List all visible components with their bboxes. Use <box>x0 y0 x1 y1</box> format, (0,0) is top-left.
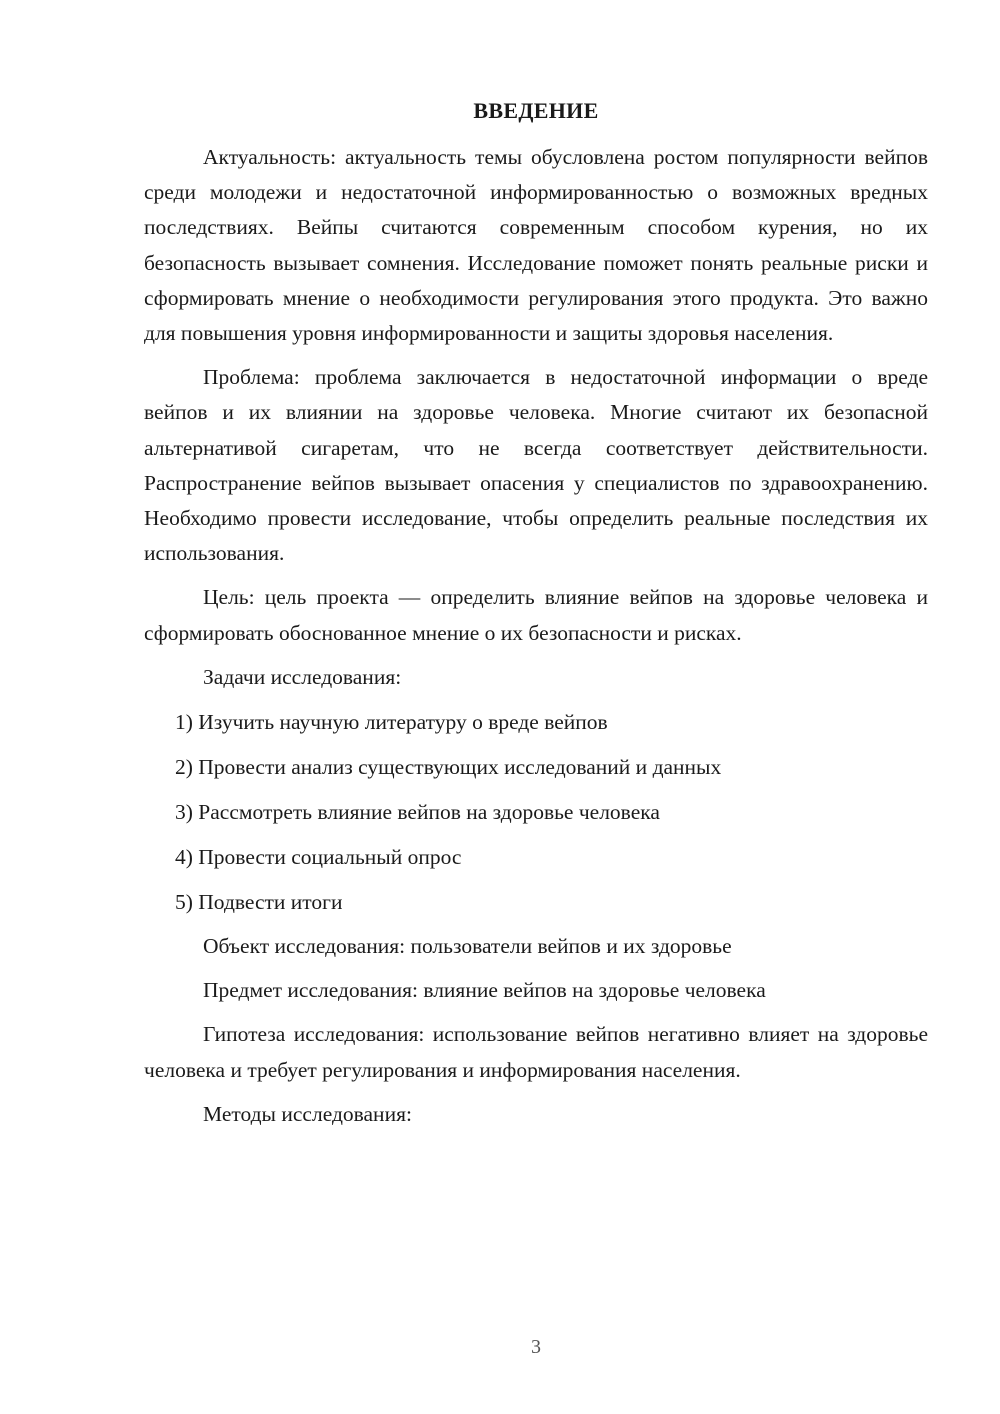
methods-heading: Методы исследования: <box>203 1101 412 1126</box>
problem-paragraph: Проблема: проблема заключается в недостаточной информации о вреде вейпов и их влиянии на здоровье человека. Многие считают их безопасной альтернативой сигаретам, что не всегда соответствует действительности. Распространение вейпов вызывает опасения у специалистов по здравоохранению. Необходимо провести исследование, чтобы определить реальные последствия их использования. <box>144 365 928 566</box>
subject-paragraph: Предмет исследования: влияние вейпов на здоровье человека <box>203 978 766 1003</box>
task-item: 5) Подвести итоги <box>175 889 343 914</box>
document-body <box>144 140 928 1132</box>
tasks-heading: Задачи исследования: <box>203 664 402 689</box>
object-paragraph: Объект исследования: пользователи вейпов и их здоровье <box>203 934 732 959</box>
hypothesis-paragraph: Гипотеза исследования: использование вейпов негативно влияет на здоровье человека и требует регулирования и информирования населения. <box>144 1022 928 1082</box>
task-item: 2) Провести анализ существующих исследований и данных <box>175 754 722 779</box>
task-item: 3) Рассмотреть влияние вейпов на здоровье человека <box>175 799 660 824</box>
tasks-list <box>144 705 928 920</box>
relevance-paragraph: Актуальность: актуальность темы обусловлена ростом популярности вейпов среди молодежи и недостаточной информированностью о возможных вредных последствиях. Вейпы считаются современным способом курения, но их безопасность вызывает сомнения. Исследование поможет понять реальные риски и сформировать мнение о необходимости регулирования этого продукта. Это важно для повышения уровня информированности и защиты здоровья населения. <box>144 145 928 346</box>
page-title: ВВЕДЕНИЕ <box>473 98 599 123</box>
page-number: 3 <box>531 1336 541 1358</box>
task-item: 4) Провести социальный опрос <box>175 844 462 869</box>
task-item: 1) Изучить научную литературу о вреде вейпов <box>175 709 608 734</box>
goal-paragraph: Цель: цель проекта — определить влияние вейпов на здоровье человека и сформировать обоснованное мнение о их безопасности и рисках. <box>144 585 928 645</box>
